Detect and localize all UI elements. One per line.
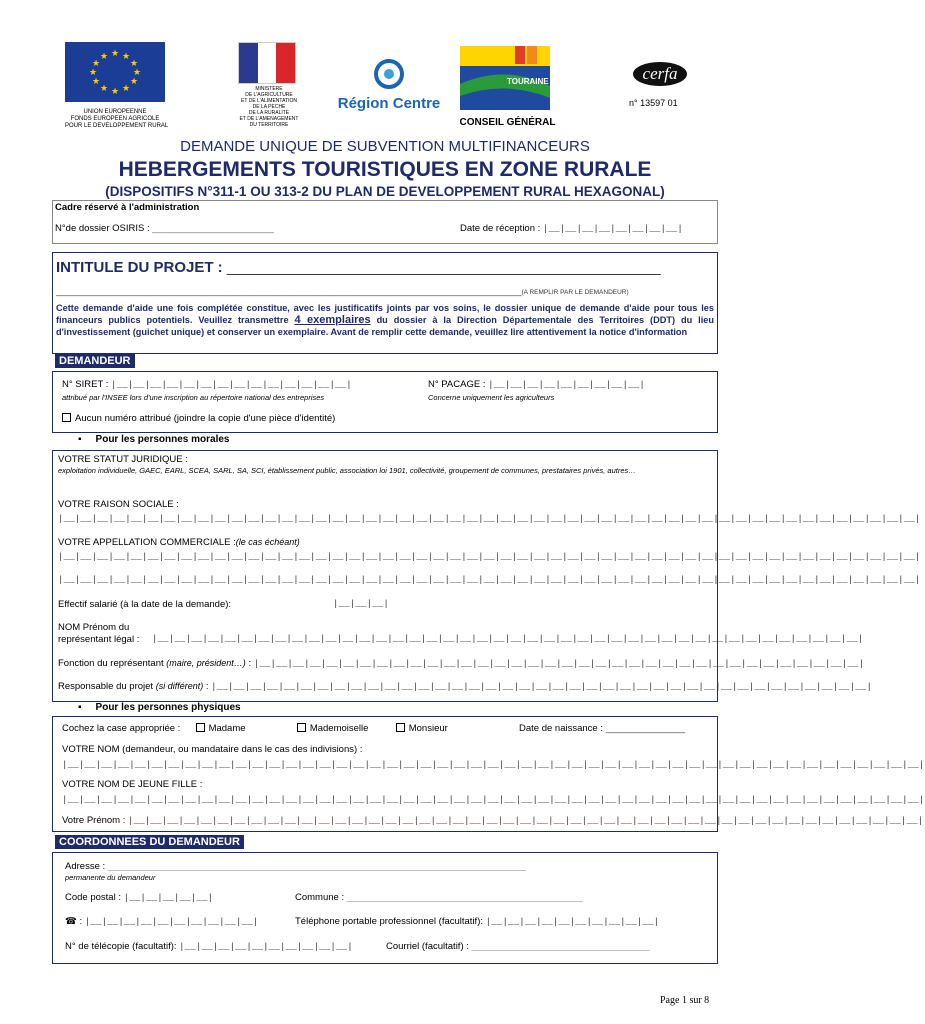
raison-label: VOTRE RAISON SOCIALE : [58,499,179,510]
madame-checkbox[interactable] [196,723,205,732]
monsieur-label: Monsieur [408,723,448,734]
morales-heading-text: Pour les personnes morales [95,434,230,445]
tel-row [65,916,258,927]
appellation-field-2[interactable]: |__|__|__|__|__|__|__|__|__|__|__|__|__|__|__|__|__|__|__|__|__|__|__|__|__|__|__|__|__|__|__|__|__|__|__|__|__|__|__|__|__|__|__|__|__|__|__|__|__|__|__| [58,575,921,585]
admin-heading: Cadre réservé à l'administration [55,202,200,213]
svg-text:★: ★ [129,59,139,69]
prenom-label: Votre Prénom : [62,815,126,826]
appellation-row [58,537,300,548]
votre-nom-label: VOTRE NOM (demandeur, ou mandataire dans le cas des indivisions) : [62,744,363,755]
fax-field[interactable]: |__|__|__|__|__|__|__|__|__|__| [179,942,353,952]
siret-note: attribué par l'INSEE lors d'une inscription au répertoire national des entreprises [62,393,325,402]
bullet-icon: ▪ [78,702,82,713]
projet-title-field[interactable]: ____________________________________________________ [226,259,661,276]
svg-text:★: ★ [121,84,131,94]
siret-label: N° SIRET : [62,379,109,390]
notice-part1: Cette demande d'aide une fois complétée constitue, avec les justificatifs joints par vos soins, le dossier unique de demande d'aide pour tous les financeurs publics potentiels. Veuillez transmettre [56,303,714,325]
responsable-field[interactable]: |__|__|__|__|__|__|__|__|__|__|__|__|__|__|__|__|__|__|__|__|__|__|__|__|__|__|__|__|__|__|__|__|__|__|__|__|__|__|__| [211,682,873,692]
raison-field[interactable]: |__|__|__|__|__|__|__|__|__|__|__|__|__|__|__|__|__|__|__|__|__|__|__|__|__|__|__|__|__|__|__|__|__|__|__|__|__|__|__|__|__|__|__|__|__|__|__|__|__|__|__| [58,514,921,524]
no-number-label: Aucun numéro attribué (joindre la copie d'une pièce d'identité) [75,413,336,424]
no-number-row [62,413,335,424]
naissance-row [519,723,685,734]
statut-examples: exploitation individuelle, GAEC, EARL, SCEA, SARL, SA, SCI, établissement public, association loi 1901, collectivité, groupement de communes, prestataires privés, autres… [58,466,636,475]
commune-label: Commune : [295,892,345,903]
adresse-note: permanente du demandeur [65,873,156,882]
portable-label: Téléphone portable professionnel (facultatif): [295,916,484,927]
jeune-fille-label: VOTRE NOM DE JEUNE FILLE : [62,779,203,790]
eu-caption: UNION EUROPEENNE FONDS EUROPEEN AGRICOLE POUR LE DEVELOPPEMENT RURAL [65,109,169,129]
votre-nom-field[interactable]: |__|__|__|__|__|__|__|__|__|__|__|__|__|__|__|__|__|__|__|__|__|__|__|__|__|__|__|__|__|__|__|__|__|__|__|__|__|__|__|__|__|__|__|__|__|__|__|__|__|__|__| [62,760,925,770]
adresse-field[interactable]: ______________________________________________________________________________________________ [107,862,527,871]
projet-second-line[interactable] [56,286,629,296]
fonction-label: Fonction du représentant [58,658,164,669]
responsable-row [58,681,872,692]
mademoiselle-checkbox[interactable] [297,723,306,732]
pacage-field[interactable]: |__|__|__|__|__|__|__|__|__| [488,380,645,390]
nom-label-line1: NOM Prénom du [58,622,130,633]
monsieur-checkbox[interactable] [396,723,405,732]
appellation-field-1[interactable]: |__|__|__|__|__|__|__|__|__|__|__|__|__|__|__|__|__|__|__|__|__|__|__|__|__|__|__|__|__|__|__|__|__|__|__|__|__|__|__|__|__|__|__|__|__|__|__|__|__|__|__| [58,552,921,562]
effectif-field[interactable]: |__|__|__| [333,599,390,609]
portable-row [295,916,659,927]
physiques-heading [78,702,241,713]
portable-field[interactable]: |__|__|__|__|__|__|__|__|__|__| [485,917,660,927]
cerfa-number: n° 13597 01 [629,98,678,108]
prenom-field[interactable]: |__|__|__|__|__|__|__|__|__|__|__|__|__|__|__|__|__|__|__|__|__|__|__|__|__|__|__|__|__|__|__|__|__|__|__|__|__|__|__|__|__|__|__|__|__|__|__| [128,816,924,826]
title-line1: DEMANDE UNIQUE DE SUBVENTION MULTIFINANCEURS [180,138,590,155]
responsable-note: (si différent) [155,681,204,691]
svg-text:★: ★ [110,87,120,97]
title-line3: (DISPOSITIFS N°311-1 OU 313-2 DU PLAN DE DEVELOPPEMENT RURAL HEXAGONAL) [105,184,665,199]
telephone-icon: ☎ : [65,916,83,927]
marianne-icon [238,42,296,84]
reception-date [460,223,683,234]
appellation-note: (le cas échéant) [235,537,300,547]
page-number: Page 1 sur 8 [660,995,710,1006]
siret-row [62,379,352,390]
nom-label-line2: représentant légal : [58,634,140,645]
mademoiselle-label: Mademoiselle [309,723,369,734]
responsable-label: Responsable du projet [58,681,154,692]
courriel-row [386,941,650,952]
svg-text:★: ★ [129,77,139,87]
fonction-field[interactable]: |__|__|__|__|__|__|__|__|__|__|__|__|__|__|__|__|__|__|__|__|__|__|__|__|__|__|__|__|__|__|__|__|__|__|__|__| [253,659,865,669]
region-logo-text: Région Centre [337,95,441,112]
coordonnees-heading: COORDONNEES DU DEMANDEUR [55,835,244,849]
fax-row [65,941,353,952]
reception-label: Date de réception : [460,223,541,234]
region-swirl-icon [369,58,409,90]
notice-paragraph [56,302,714,338]
no-number-checkbox[interactable] [62,413,71,422]
adresse-label: Adresse : [65,861,106,872]
commune-row [295,892,583,903]
osiris-label-text: N°de dossier OSIRIS : [55,223,150,234]
projet-second-field[interactable]: _____________________________________________________________________________________________ [56,286,522,296]
fonction-row [58,658,864,669]
fax-label: N° de télécopie (facultatif): [65,941,177,952]
region-centre-logo [334,58,444,118]
pacage-row [428,379,645,390]
morales-heading [78,434,230,445]
fonction-colon: : [248,658,252,669]
fill-note: (A REMPLIR PAR LE DEMANDEUR) [521,289,629,296]
pacage-note: Concerne uniquement les agriculteurs [428,393,555,402]
svg-text:★: ★ [99,84,109,94]
page-title: HEBERGEMENTS TOURISTIQUES EN ZONE RURALE [118,158,652,181]
pacage-label: N° PACAGE : [428,379,486,390]
svg-text:★: ★ [91,77,101,87]
naissance-field[interactable]: _______________ [605,723,685,734]
tel-field[interactable]: |__|__|__|__|__|__|__|__|__|__| [84,917,259,927]
cp-label: Code postal : [65,892,121,903]
eu-logo [65,42,169,130]
adresse-row [65,861,526,872]
representant-field[interactable]: |__|__|__|__|__|__|__|__|__|__|__|__|__|__|__|__|__|__|__|__|__|__|__|__|__|__|__|__|__|__|__|__|__|__|__|__|__|__|__|__|__|__| [152,634,864,644]
notice-emphasis: 4 exemplaires [294,314,371,326]
cochez-label: Cochez la case appropriée : [62,723,181,734]
svg-text:★: ★ [121,52,131,62]
ministry-caption: MINISTERE DE L'AGRICULTURE ET DE L'ALIMENTATION DE LA PECHE DE LA RURALITE ET DE L'AMENAGEMENT DU TERRITOIRE [239,86,299,128]
physiques-heading-text: Pour les personnes physiques [95,702,241,713]
svg-text:★: ★ [132,68,142,78]
statut-label: VOTRE STATUT JURIDIQUE : [58,454,188,465]
touraine-logo [455,44,560,132]
eu-flag-icon [65,42,165,102]
responsable-colon: : [205,681,209,692]
effectif-label: Effectif salarié (à la date de la demande): [58,599,232,610]
osiris-field[interactable]: _______________________ [152,223,274,234]
madame-label: Madame [208,723,246,734]
projet-label [56,259,661,276]
projet-label-text: INTITULE DU PROJET : [56,259,223,276]
svg-text:★: ★ [88,68,98,78]
naissance-label: Date de naissance : [519,723,603,734]
svg-text:★: ★ [91,59,101,69]
notice-part2: du dossier à la Direction Départementale des Territoires (DDT) du lieu d'investissement (guichet unique) et conserver un exemplaire. Avant de remplir cette demande, veuillez lire attentivement la notice d'information [56,315,714,337]
ministry-logo [238,42,300,130]
nom-label [58,622,139,646]
commune-field[interactable]: _____________________________________________________ [346,893,583,902]
reception-date-field[interactable]: |__|__|__|__|__|__|__|__| [542,224,683,234]
courriel-field[interactable]: ________________________________________ [471,942,650,951]
bullet-icon: ▪ [78,434,82,445]
osiris-label [55,223,274,234]
courriel-label: Courriel (facultatif) : [386,941,469,952]
cp-row [65,892,213,903]
touraine-text: TOURAINE [507,77,549,86]
prenom-row [62,815,923,826]
cerfa-logo [633,62,687,86]
appellation-label: VOTRE APPELLATION COMMERCIALE : [58,537,236,548]
siret-field[interactable]: |__|__|__|__|__|__|__|__|__|__|__|__|__|__| [111,380,352,390]
fonction-note: (maire, président…) [166,658,246,668]
cp-field[interactable]: |__|__|__|__|__| [123,893,214,903]
svg-text:★: ★ [99,52,109,62]
demandeur-heading: DEMANDEUR [55,354,135,368]
svg-text:★: ★ [110,49,120,59]
cerfa-logo-text: cerfa [642,64,678,83]
conseil-caption: CONSEIL GÉNÉRAL [459,117,556,128]
jeune-fille-field[interactable]: |__|__|__|__|__|__|__|__|__|__|__|__|__|__|__|__|__|__|__|__|__|__|__|__|__|__|__|__|__|__|__|__|__|__|__|__|__|__|__|__|__|__|__|__|__|__|__|__|__|__|__| [62,795,925,805]
